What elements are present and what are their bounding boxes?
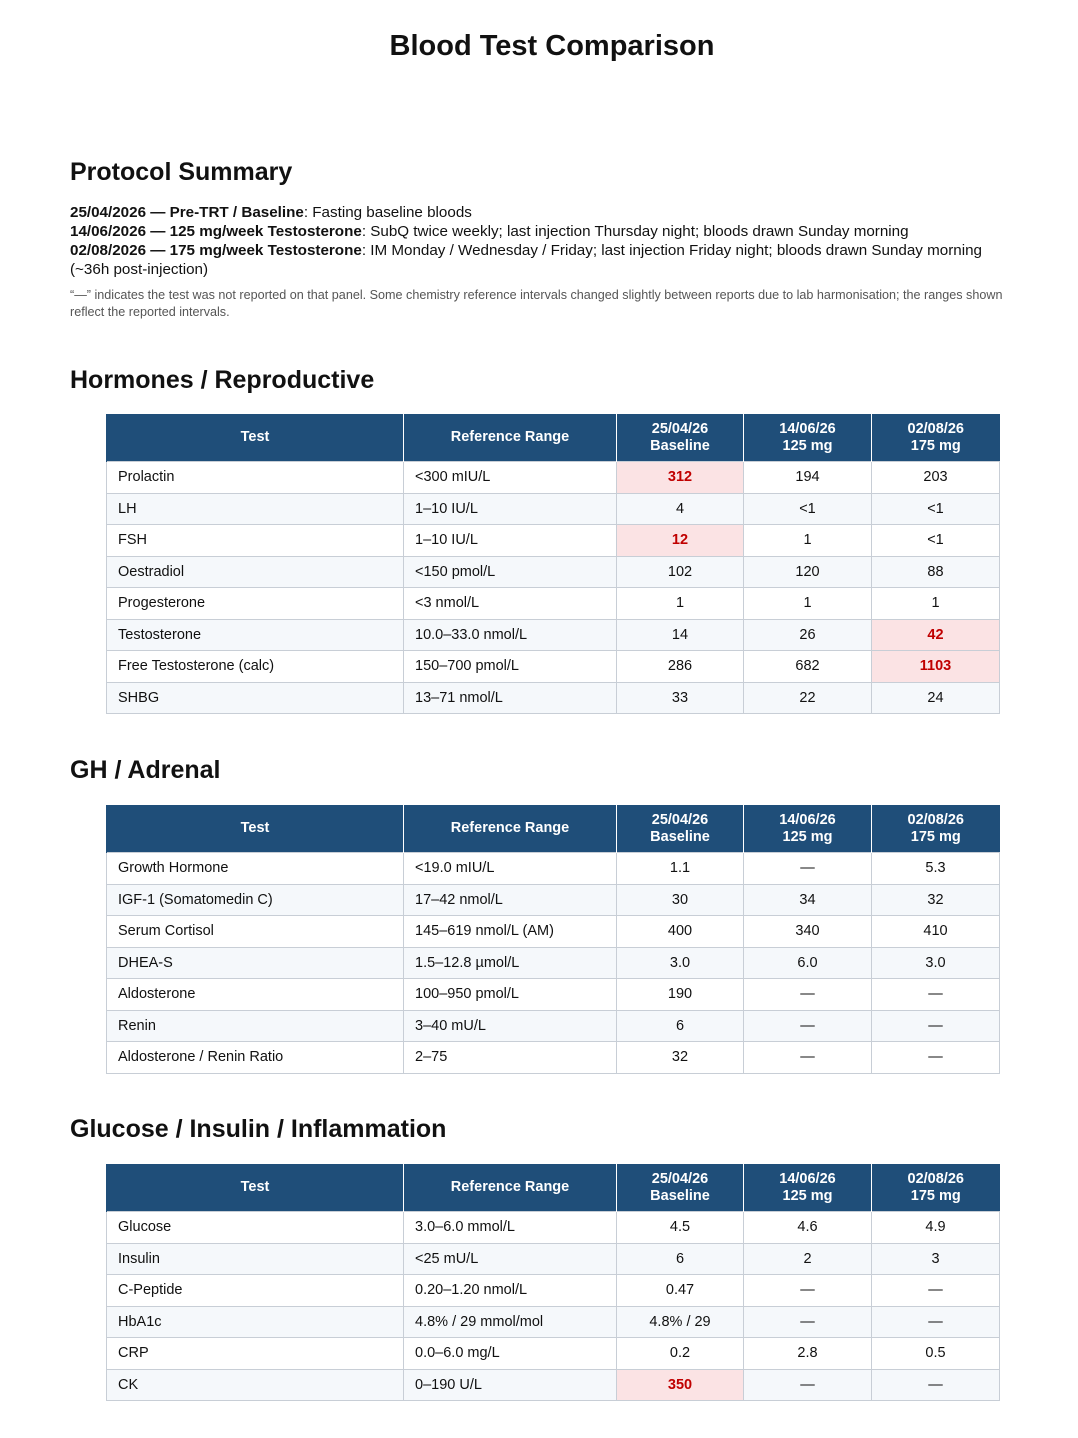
baseline-value-cell: 102 (617, 556, 744, 588)
baseline-value-cell: 4.5 (617, 1212, 744, 1244)
test-name-cell: C-Peptide (107, 1275, 404, 1307)
125mg-value-cell: 26 (744, 619, 872, 651)
reference-range-cell: 150–700 pmol/L (404, 651, 617, 683)
column-sub: Baseline (650, 1187, 710, 1204)
column-sub: Baseline (650, 437, 710, 454)
125mg-value-cell: — (744, 979, 872, 1011)
reference-range-cell: 17–42 nmol/L (404, 884, 617, 916)
out-of-range-value-cell: 42 (872, 619, 1000, 651)
175mg-value-cell: 3 (872, 1243, 1000, 1275)
table-header-row (107, 805, 1000, 853)
test-name-cell: CRP (107, 1338, 404, 1370)
table-row (107, 1212, 1000, 1244)
table-row (107, 651, 1000, 683)
baseline-value-cell: 1 (617, 588, 744, 620)
table-row (107, 947, 1000, 979)
out-of-range-value-cell: 12 (617, 525, 744, 557)
test-name-cell: Aldosterone / Renin Ratio (107, 1042, 404, 1074)
out-of-range-value-cell: 350 (617, 1369, 744, 1401)
175mg-value-cell: 1 (872, 588, 1000, 620)
125mg-value-cell: 340 (744, 916, 872, 948)
table-row (107, 682, 1000, 714)
protocol-line-text: : IM Monday / Wednesday / Friday; last injection Friday night; bloods drawn Sunday morning (361, 242, 982, 259)
125mg-value-cell: 22 (744, 682, 872, 714)
column-date: 25/04/26 (651, 420, 709, 437)
175mg-value-cell: <1 (872, 525, 1000, 557)
125mg-value-cell: 6.0 (744, 947, 872, 979)
page-title: Blood Test Comparison (389, 30, 715, 62)
reference-range-cell: 0.20–1.20 nmol/L (404, 1275, 617, 1307)
175mg-value-cell: <1 (872, 493, 1000, 525)
column-header-125mg (744, 1164, 872, 1212)
protocol-summary (70, 203, 1045, 279)
125mg-value-cell: 1 (744, 525, 872, 557)
table-row (107, 556, 1000, 588)
test-name-cell: Growth Hormone (107, 853, 404, 885)
table-row (107, 462, 1000, 494)
column-header-baseline (617, 805, 744, 853)
test-name-cell: Glucose (107, 1212, 404, 1244)
column-date: 14/06/26 (779, 420, 836, 437)
column-header-175mg (872, 805, 1000, 853)
baseline-value-cell: 32 (617, 1042, 744, 1074)
column-sub: 175 mg (910, 437, 961, 454)
column-date: 02/08/26 (907, 1170, 964, 1187)
125mg-value-cell: 120 (744, 556, 872, 588)
test-name-cell: FSH (107, 525, 404, 557)
test-name-cell: Serum Cortisol (107, 916, 404, 948)
125mg-value-cell: — (744, 853, 872, 885)
table-row (107, 1010, 1000, 1042)
test-name-cell: DHEA-S (107, 947, 404, 979)
test-name-cell: Prolactin (107, 462, 404, 494)
protocol-line-label: 14/06/2026 — 125 mg/week Testosterone (70, 223, 362, 240)
175mg-value-cell: 4.9 (872, 1212, 1000, 1244)
baseline-value-cell: 6 (617, 1010, 744, 1042)
125mg-value-cell: 34 (744, 884, 872, 916)
175mg-value-cell: 32 (872, 884, 1000, 916)
table-row (107, 1275, 1000, 1307)
column-date: 25/04/26 (651, 811, 709, 828)
out-of-range-value-cell: 1103 (872, 651, 1000, 683)
125mg-value-cell: — (744, 1275, 872, 1307)
baseline-value-cell: 0.47 (617, 1275, 744, 1307)
column-header-125mg (744, 805, 872, 853)
125mg-value-cell: 194 (744, 462, 872, 494)
gh-adrenal-table (106, 805, 1000, 1074)
175mg-value-cell: 5.3 (872, 853, 1000, 885)
column-header-175mg (872, 1164, 1000, 1212)
column-date: 14/06/26 (779, 1170, 836, 1187)
baseline-value-cell: 3.0 (617, 947, 744, 979)
protocol-line-label: 25/04/2026 — Pre-TRT / Baseline (70, 204, 304, 221)
column-header-test: Test (107, 1164, 404, 1212)
175mg-value-cell: — (872, 979, 1000, 1011)
reference-range-cell: 1–10 IU/L (404, 493, 617, 525)
baseline-value-cell: 33 (617, 682, 744, 714)
table-row (107, 588, 1000, 620)
test-name-cell: Oestradiol (107, 556, 404, 588)
reference-range-cell: 2–75 (404, 1042, 617, 1074)
reference-range-cell: 1.5–12.8 µmol/L (404, 947, 617, 979)
175mg-value-cell: 410 (872, 916, 1000, 948)
reference-range-cell: <3 nmol/L (404, 588, 617, 620)
protocol-line-text: : SubQ twice weekly; last injection Thursday night; bloods drawn Sunday morning (361, 223, 909, 240)
reference-range-cell: 100–950 pmol/L (404, 979, 617, 1011)
reference-range-cell: 10.0–33.0 nmol/L (404, 619, 617, 651)
175mg-value-cell: 24 (872, 682, 1000, 714)
125mg-value-cell: <1 (744, 493, 872, 525)
table-row (107, 853, 1000, 885)
baseline-value-cell: 400 (617, 916, 744, 948)
table-row (107, 884, 1000, 916)
test-name-cell: Aldosterone (107, 979, 404, 1011)
column-header-baseline (617, 1164, 744, 1212)
baseline-value-cell: 14 (617, 619, 744, 651)
not-reported-note: “—” indicates the test was not reported on that panel. Some chemistry reference intervals changed slightly between reports due to lab harmonisation; the ranges shown reflect the reported intervals. (70, 288, 1003, 319)
table-row (107, 1243, 1000, 1275)
175mg-value-cell: 203 (872, 462, 1000, 494)
175mg-value-cell: — (872, 1306, 1000, 1338)
175mg-value-cell: — (872, 1369, 1000, 1401)
125mg-value-cell: 2 (744, 1243, 872, 1275)
glucose-table (106, 1164, 1000, 1401)
125mg-value-cell: — (744, 1042, 872, 1074)
test-name-cell: Renin (107, 1010, 404, 1042)
reference-range-cell: <19.0 mIU/L (404, 853, 617, 885)
175mg-value-cell: — (872, 1275, 1000, 1307)
column-date: 14/06/26 (779, 811, 836, 828)
125mg-value-cell: 682 (744, 651, 872, 683)
protocol-line-125mg (70, 222, 1045, 241)
hormones-table (106, 414, 1000, 714)
column-header-baseline (617, 414, 744, 462)
125mg-value-cell: — (744, 1369, 872, 1401)
reference-range-cell: 3–40 mU/L (404, 1010, 617, 1042)
column-sub: Baseline (650, 828, 710, 845)
column-sub: 175 mg (910, 828, 961, 845)
reference-range-cell: 3.0–6.0 mmol/L (404, 1212, 617, 1244)
reference-range-cell: 0.0–6.0 mg/L (404, 1338, 617, 1370)
section-heading-hormones: Hormones / Reproductive (70, 366, 375, 394)
reference-range-cell: 4.8% / 29 mmol/mol (404, 1306, 617, 1338)
baseline-value-cell: 6 (617, 1243, 744, 1275)
column-date: 25/04/26 (651, 1170, 709, 1187)
baseline-value-cell: 30 (617, 884, 744, 916)
column-date: 02/08/26 (907, 420, 964, 437)
reference-range-cell: <150 pmol/L (404, 556, 617, 588)
table-header-row (107, 1164, 1000, 1212)
test-name-cell: HbA1c (107, 1306, 404, 1338)
protocol-line-text: : Fasting baseline bloods (303, 204, 472, 221)
table-row (107, 1306, 1000, 1338)
table-row (107, 525, 1000, 557)
test-name-cell: IGF-1 (Somatomedin C) (107, 884, 404, 916)
175mg-value-cell: 3.0 (872, 947, 1000, 979)
reference-range-cell: 145–619 nmol/L (AM) (404, 916, 617, 948)
protocol-line-label: 02/08/2026 — 175 mg/week Testosterone (70, 242, 362, 259)
table-row (107, 916, 1000, 948)
baseline-value-cell: 1.1 (617, 853, 744, 885)
test-name-cell: LH (107, 493, 404, 525)
baseline-value-cell: 190 (617, 979, 744, 1011)
reference-range-cell: 0–190 U/L (404, 1369, 617, 1401)
125mg-value-cell: 4.6 (744, 1212, 872, 1244)
table-row (107, 619, 1000, 651)
baseline-value-cell: 4.8% / 29 (617, 1306, 744, 1338)
table-row (107, 493, 1000, 525)
column-header-175mg (872, 414, 1000, 462)
125mg-value-cell: 1 (744, 588, 872, 620)
175mg-value-cell: 88 (872, 556, 1000, 588)
test-name-cell: Free Testosterone (calc) (107, 651, 404, 683)
table-row (107, 979, 1000, 1011)
table-header-row (107, 414, 1000, 462)
column-header-range: Reference Range (404, 1164, 617, 1212)
test-name-cell: CK (107, 1369, 404, 1401)
column-header-125mg (744, 414, 872, 462)
125mg-value-cell: — (744, 1010, 872, 1042)
table-row (107, 1338, 1000, 1370)
test-name-cell: Insulin (107, 1243, 404, 1275)
column-sub: 125 mg (782, 437, 833, 454)
125mg-value-cell: 2.8 (744, 1338, 872, 1370)
baseline-value-cell: 0.2 (617, 1338, 744, 1370)
column-date: 02/08/26 (907, 811, 964, 828)
column-header-range: Reference Range (404, 414, 617, 462)
175mg-value-cell: — (872, 1042, 1000, 1074)
section-heading-gh-adrenal: GH / Adrenal (70, 756, 221, 784)
protocol-line-175mg (70, 241, 1045, 260)
baseline-value-cell: 286 (617, 651, 744, 683)
protocol-heading: Protocol Summary (70, 158, 293, 186)
125mg-value-cell: — (744, 1306, 872, 1338)
column-header-range: Reference Range (404, 805, 617, 853)
column-sub: 125 mg (782, 1187, 833, 1204)
reference-range-cell: <25 mU/L (404, 1243, 617, 1275)
table-row (107, 1369, 1000, 1401)
reference-range-cell: <300 mIU/L (404, 462, 617, 494)
protocol-line-continuation: (~36h post-injection) (70, 261, 209, 278)
column-sub: 175 mg (910, 1187, 961, 1204)
test-name-cell: SHBG (107, 682, 404, 714)
test-name-cell: Progesterone (107, 588, 404, 620)
section-heading-glucose: Glucose / Insulin / Inflammation (70, 1115, 447, 1143)
reference-range-cell: 1–10 IU/L (404, 525, 617, 557)
table-row (107, 1042, 1000, 1074)
column-header-test: Test (107, 805, 404, 853)
175mg-value-cell: — (872, 1010, 1000, 1042)
baseline-value-cell: 4 (617, 493, 744, 525)
column-sub: 125 mg (782, 828, 833, 845)
175mg-value-cell: 0.5 (872, 1338, 1000, 1370)
protocol-line-baseline (70, 203, 1045, 222)
test-name-cell: Testosterone (107, 619, 404, 651)
reference-range-cell: 13–71 nmol/L (404, 682, 617, 714)
column-header-test: Test (107, 414, 404, 462)
out-of-range-value-cell: 312 (617, 462, 744, 494)
